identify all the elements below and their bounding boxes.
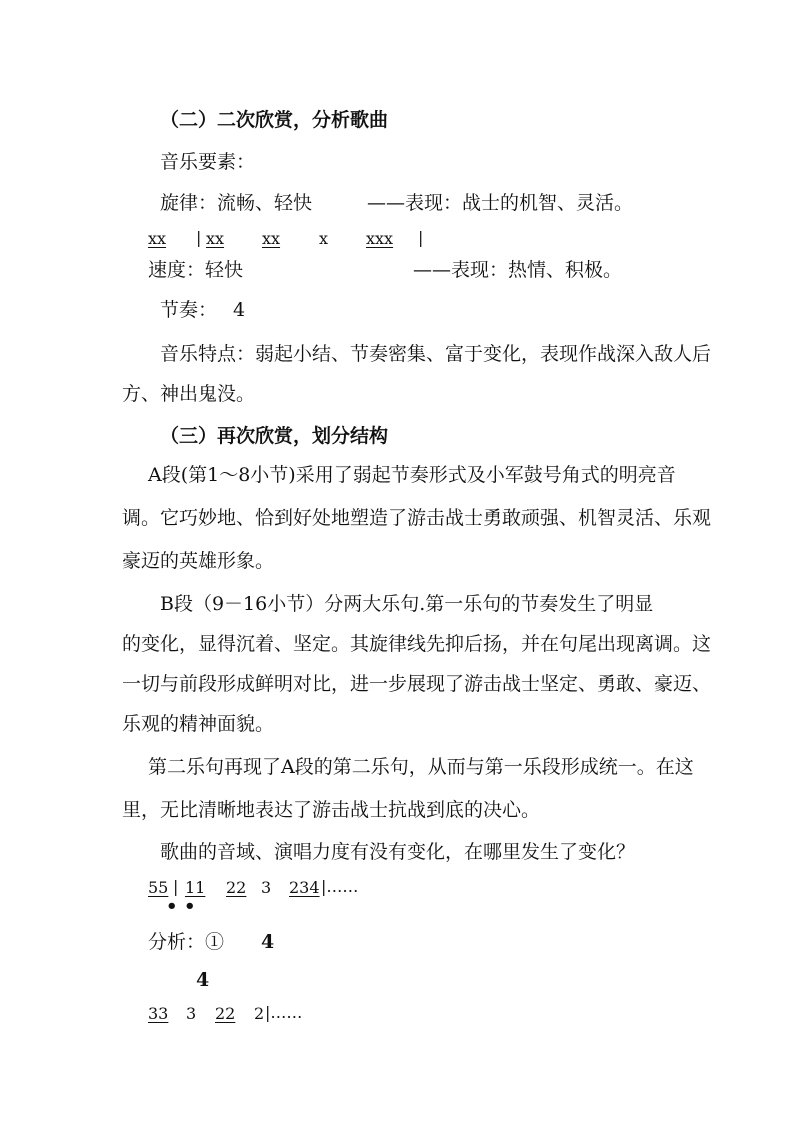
note-group: 3 — [261, 878, 272, 897]
meter-label: 节奏： — [160, 299, 218, 321]
features-line-2: 方、神出鬼没。 — [122, 383, 256, 405]
rhythm-note: xx — [262, 229, 281, 248]
bar-line: | — [173, 877, 179, 896]
music-elements-label: 音乐要素： — [160, 151, 256, 173]
b-para-line-4: 乐观的精神面貌。 — [122, 713, 275, 735]
note-group: 234 — [289, 878, 320, 897]
lower-octave-dot: • — [184, 896, 196, 917]
a-para-line-2: 调。它巧妙地、恰到好处地塑造了游击战士勇敢顽强、机智灵活、乐观 — [122, 507, 712, 529]
bar-line: | — [196, 228, 202, 247]
note-group: 22 — [215, 1004, 236, 1023]
meter-value: 4 — [233, 299, 246, 321]
c-para-line-2: 里，无比清晰地表达了游击战士抗战到底的决心。 — [122, 799, 541, 821]
speed-expression: ——表现：热情、积极。 — [413, 259, 623, 281]
features-line-1: 音乐特点：弱起小结、节奏密集、富于变化，表现作战深入敌人后 — [160, 343, 712, 365]
meter-bottom: 4 — [196, 969, 210, 991]
melody-expression: ——表现：战士的机智、灵活。 — [367, 192, 634, 214]
c-para-line-1: 第二乐句再现了A段的第二乐句，从而与第一乐段形成统一。在这 — [148, 756, 694, 778]
b-para-line-2: 的变化，显得沉着、坚定。其旋律线先抑后扬，并在句尾出现离调。这 — [122, 633, 712, 655]
b-para-line-3: 一切与前段形成鲜明对比，进一步展现了游击战士坚定、勇敢、豪迈、 — [122, 673, 712, 695]
note-group: 3 — [186, 1004, 197, 1023]
rhythm-note: xxx — [366, 229, 394, 248]
bar-line: | — [418, 228, 424, 247]
section2-heading: （二）二次欣赏，分析歌曲 — [160, 109, 389, 131]
section3-heading: （三）再次欣赏，划分结构 — [160, 425, 389, 447]
note-group: 22 — [226, 878, 247, 897]
rhythm-note: xx — [206, 229, 225, 248]
lower-octave-dot: • — [166, 896, 178, 917]
bar-line-ellipsis: |…… — [321, 877, 359, 896]
rhythm-note: x — [319, 229, 329, 248]
speed-label: 速度：轻快 — [148, 259, 244, 281]
question: 歌曲的音域、演唱力度有没有变化，在哪里发生了变化？ — [160, 841, 636, 863]
note-group: 55 — [148, 878, 169, 897]
rhythm-note: xx — [148, 229, 167, 248]
a-para-line-1: A段(第1～8小节)采用了弱起节奏形式及小军鼓号角式的明亮音 — [148, 464, 676, 486]
b-para-line-1: B段（9－16小节）分两大乐句.第一乐句的节奏发生了明显 — [160, 593, 654, 615]
note-group: 2 — [254, 1004, 265, 1023]
a-para-line-3: 豪迈的英雄形象。 — [122, 550, 275, 572]
note-group: 11 — [185, 878, 206, 897]
melody-label: 旋律：流畅、轻快 — [160, 192, 313, 214]
analysis-label: 分析：① — [148, 931, 225, 953]
note-group: 33 — [148, 1004, 169, 1023]
analysis-value: 4 — [261, 931, 275, 953]
bar-line-ellipsis: |…… — [265, 1003, 303, 1022]
